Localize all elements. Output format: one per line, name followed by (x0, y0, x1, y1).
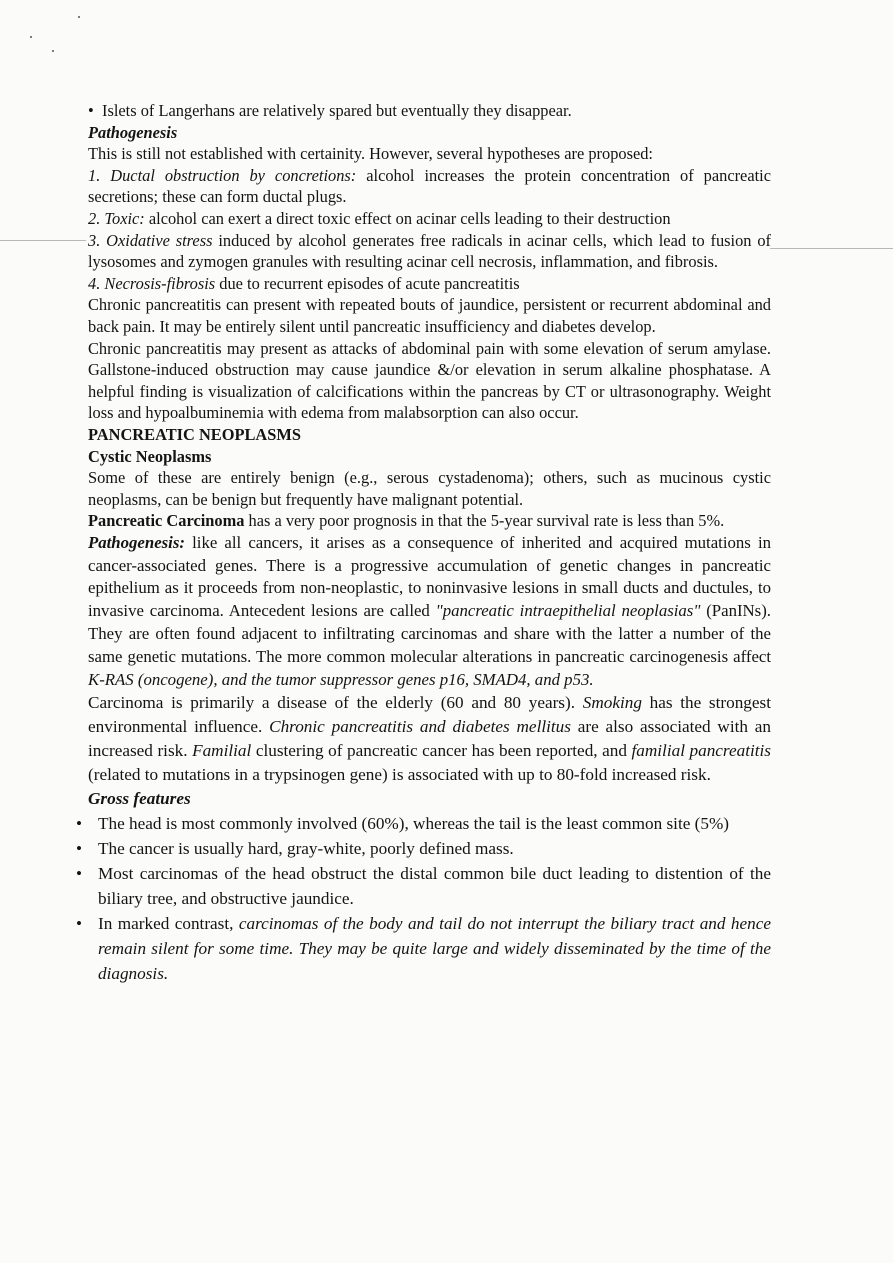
hypothesis-1-label: 1. Ductal obstruction by concretions: (88, 165, 357, 185)
elderly-text-e: (related to mutations in a trypsinogen gene) is associated with up to 80-fold increased risk. (88, 765, 711, 785)
carcinoma-paragraph (88, 510, 771, 532)
cystic-heading: Cystic Neoplasms (88, 446, 212, 466)
carcinoma-label: Pancreatic Carcinoma (88, 511, 245, 531)
scan-speck (78, 16, 80, 18)
hypothesis-3-label: 3. Oxidative stress (88, 230, 213, 250)
pathogenesis2-text-b: (PanINs). They are often found adjacent to infiltrating carcinomas and share with the latter a number of the same genetic mutations. The more common molecular alterations in pancreatic carcinogenesis affect (88, 601, 771, 666)
gross-item-text: Most carcinomas of the head obstruct the distal common bile duct leading to distention of the biliary tree, and obstructive jaundice. (98, 864, 771, 909)
hypothesis-2 (88, 208, 771, 230)
gross-last-italic: carcinomas of the body and tail do not interrupt the biliary tract and hence remain silent for some time. They may be quite large and widely disseminated by the time of the diagnosis. (98, 914, 771, 984)
chronic-paragraph-1: Chronic pancreatitis can present with repeated bouts of jaundice, persistent or recurrent abdominal and back pain. It may be entirely silent until pancreatic insufficiency and diabetes develop. (88, 295, 771, 336)
hypothesis-1-text: alcohol increases the protein concentration of pancreatic secretions; these can form ductal plugs. (88, 165, 771, 207)
scan-line-right (770, 248, 893, 249)
hypothesis-3-text: induced by alcohol generates free radicals in acinar cells, which lead to fusion of lysosomes and zymogen granules with resulting acinar cell necrosis, inflammation, and fibrosis. (88, 230, 771, 272)
elderly-text-d: clustering of pancreatic cancer has been reported, and (251, 741, 632, 761)
pathogenesis-heading: Pathogenesis (88, 122, 178, 142)
bullet-icon: • (76, 839, 83, 859)
elderly-paragraph (88, 691, 771, 787)
intro-bullet-text: Islets of Langerhans are relatively spared but eventually they disappear. (102, 101, 572, 120)
carcinoma-text: has a very poor prognosis in that the 5-year survival rate is less than 5%. (244, 511, 725, 531)
hypothesis-4 (88, 273, 771, 295)
gross-item (76, 861, 771, 911)
chronic-paragraph-2: Chronic pancreatitis may present as attacks of abdominal pain with some elevation of serum amylase. Gallstone-induced obstruction may cause jaundice &/or elevation in serum alkaline phosphatase. A helpful finding is visualization of calcifications within the pancreas by CT or ultrasonography. Weight loss and hypoalbuminemia with edema from malabsorption can also occur. (88, 338, 771, 423)
elderly-familial: Familial (192, 741, 252, 761)
gross-heading: Gross features (88, 789, 191, 809)
bullet-icon: • (76, 914, 83, 934)
gross-features-list (76, 811, 771, 986)
scan-speck (52, 50, 54, 52)
pathogenesis2-genes: K-RAS (oncogene), and the tumor suppressor genes p16, SMAD4, and p53. (88, 669, 594, 689)
elderly-text-b: has the strongest environmental influence. (88, 693, 771, 737)
bullet-icon: • (88, 101, 94, 120)
scan-speck (30, 36, 32, 38)
hypothesis-1 (88, 165, 771, 208)
gross-item (76, 836, 771, 861)
gross-item (76, 911, 771, 986)
hypothesis-2-label: 2. Toxic: (88, 208, 145, 228)
pathogenesis-intro: This is still not established with certainity. However, several hypotheses are proposed: (88, 144, 653, 164)
cystic-text: Some of these are entirely benign (e.g., serous cystadenoma); others, such as mucinous cystic neoplasms, can be benign but frequently have malignant potential. (88, 468, 771, 509)
elderly-text-c: are also associated with an increased risk. (88, 717, 772, 761)
gross-item-text: The head is most commonly involved (60%), whereas the tail is the least common site (5%) (98, 814, 730, 834)
hypothesis-2-text: alcohol can exert a direct toxic effect on acinar cells leading to their destruction (144, 208, 671, 228)
pathogenesis2-paragraph (88, 532, 771, 692)
scan-line-left (0, 240, 86, 241)
gross-item-text: The cancer is usually hard, gray-white, poorly defined mass. (98, 839, 514, 859)
elderly-familial-pancreatitis: familial pancreatitis (631, 741, 771, 761)
elderly-text-a: Carcinoma is primarily a disease of the elderly (60 and 80 years). (88, 693, 583, 713)
pathogenesis2-term: "pancreatic intraepithelial neoplasias" (435, 601, 701, 621)
gross-last-lead: In marked contrast, (98, 914, 239, 934)
hypothesis-3 (88, 230, 771, 273)
hypothesis-4-label: 4. Necrosis-fibrosis (88, 273, 216, 293)
intro-bullet (88, 100, 771, 122)
bullet-icon: • (76, 814, 83, 834)
gross-item (76, 811, 771, 836)
document-body (76, 100, 772, 986)
elderly-smoking: Smoking (582, 693, 642, 713)
neoplasms-heading: PANCREATIC NEOPLASMS (88, 424, 301, 444)
bullet-icon: • (76, 864, 83, 884)
hypothesis-4-text: due to recurrent episodes of acute pancreatitis (215, 273, 520, 293)
gross-item-text (98, 911, 771, 986)
pathogenesis2-label: Pathogenesis: (88, 532, 185, 552)
elderly-chronic: Chronic pancreatitis and diabetes mellitus (269, 717, 571, 737)
pathogenesis2-text-a: like all cancers, it arises as a consequence of inherited and acquired mutations in cancer-associated genes. There is a progressive accumulation of genetic changes in pancreatic epithelium as it proceeds from non-neoplastic, to noninvasive lesions in small ducts and ductules, to invasive carcinoma. Antecedent lesions are called (88, 532, 771, 621)
